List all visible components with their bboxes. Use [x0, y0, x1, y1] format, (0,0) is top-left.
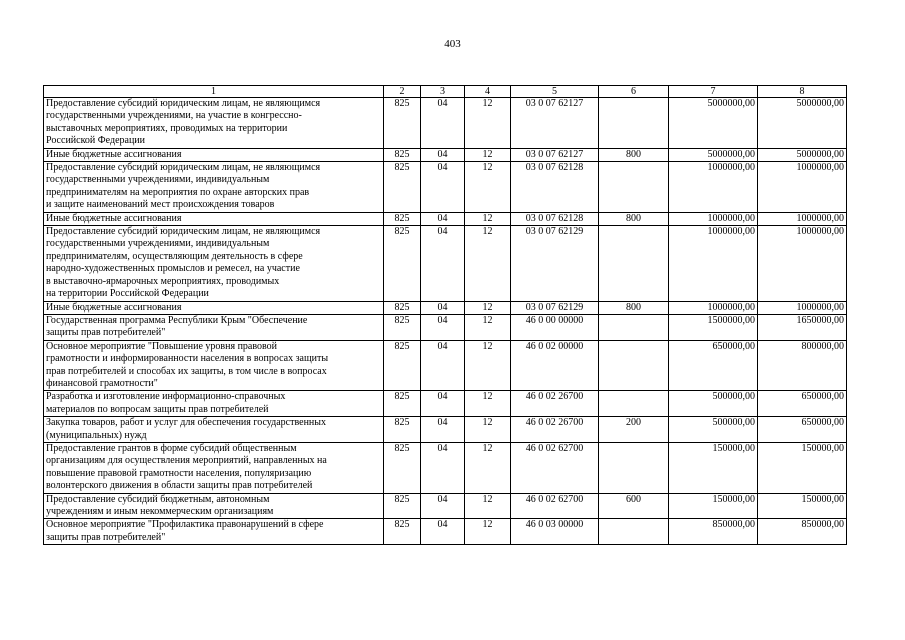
row-chapter-code: 825 [384, 493, 421, 519]
row-target-article: 46 0 02 26700 [511, 391, 599, 417]
row-amount-year-2: 850000,00 [758, 519, 847, 545]
table-row [44, 226, 847, 301]
row-amount-year-2: 800000,00 [758, 340, 847, 391]
row-amount-year-2: 5000000,00 [758, 98, 847, 149]
header-cell: 4 [465, 86, 511, 98]
row-expense-type [599, 314, 669, 340]
row-description: Иные бюджетные ассигнования [44, 212, 384, 225]
row-expense-type: 200 [599, 417, 669, 443]
row-chapter-code: 825 [384, 148, 421, 161]
header-cell: 8 [758, 86, 847, 98]
row-subsection-code: 12 [465, 442, 511, 493]
table-row [44, 391, 847, 417]
row-expense-type [599, 98, 669, 149]
row-amount-year-1: 1500000,00 [669, 314, 758, 340]
row-amount-year-2: 150000,00 [758, 493, 847, 519]
row-target-article: 46 0 02 00000 [511, 340, 599, 391]
row-section-code: 04 [421, 391, 465, 417]
row-target-article: 46 0 02 62700 [511, 442, 599, 493]
table-row [44, 519, 847, 545]
row-target-article: 46 0 00 00000 [511, 314, 599, 340]
table-row [44, 442, 847, 493]
row-expense-type [599, 442, 669, 493]
row-amount-year-1: 150000,00 [669, 493, 758, 519]
row-description: Иные бюджетные ассигнования [44, 148, 384, 161]
row-expense-type: 600 [599, 493, 669, 519]
budget-table [43, 85, 847, 545]
row-expense-type [599, 519, 669, 545]
row-description: Предоставление субсидий юридическим лицам, не являющимся государственными учреждениями, индивидуальным предпринимателям, осуществляющим деятельность в сфере народно-художественных промыслов и ремесел, на участие в выставочно-ярмарочных мероприятиях, проводимых на территории Российской Федерации [44, 226, 384, 301]
row-subsection-code: 12 [465, 148, 511, 161]
row-amount-year-1: 1000000,00 [669, 162, 758, 213]
row-section-code: 04 [421, 212, 465, 225]
table-row [44, 212, 847, 225]
table-row [44, 493, 847, 519]
row-amount-year-1: 150000,00 [669, 442, 758, 493]
row-expense-type [599, 340, 669, 391]
row-section-code: 04 [421, 98, 465, 149]
row-expense-type [599, 391, 669, 417]
row-subsection-code: 12 [465, 212, 511, 225]
row-section-code: 04 [421, 417, 465, 443]
row-target-article: 03 0 07 62128 [511, 212, 599, 225]
row-section-code: 04 [421, 493, 465, 519]
row-amount-year-2: 150000,00 [758, 442, 847, 493]
row-description: Разработка и изготовление информационно-справочных материалов по вопросам защиты прав потребителей [44, 391, 384, 417]
row-subsection-code: 12 [465, 340, 511, 391]
row-expense-type: 800 [599, 148, 669, 161]
row-description: Предоставление субсидий юридическим лицам, не являющимся государственными учреждениями, на участие в конгрессно- выставочных мероприятиях, проводимых на территории Российской Федерации [44, 98, 384, 149]
row-description: Основное мероприятие "Профилактика правонарушений в сфере защиты прав потребителей" [44, 519, 384, 545]
header-cell: 5 [511, 86, 599, 98]
row-amount-year-2: 650000,00 [758, 391, 847, 417]
row-section-code: 04 [421, 340, 465, 391]
row-target-article: 46 0 02 26700 [511, 417, 599, 443]
table-row [44, 148, 847, 161]
row-amount-year-1: 1000000,00 [669, 301, 758, 314]
row-target-article: 46 0 03 00000 [511, 519, 599, 545]
row-chapter-code: 825 [384, 519, 421, 545]
row-expense-type [599, 226, 669, 301]
row-section-code: 04 [421, 301, 465, 314]
row-amount-year-1: 650000,00 [669, 340, 758, 391]
row-description: Предоставление субсидий бюджетным, автономным учреждениям и иным некоммерческим организациям [44, 493, 384, 519]
row-amount-year-2: 5000000,00 [758, 148, 847, 161]
row-description: Иные бюджетные ассигнования [44, 301, 384, 314]
row-amount-year-1: 5000000,00 [669, 148, 758, 161]
row-amount-year-2: 1650000,00 [758, 314, 847, 340]
row-section-code: 04 [421, 226, 465, 301]
header-cell: 1 [44, 86, 384, 98]
row-amount-year-1: 500000,00 [669, 391, 758, 417]
row-section-code: 04 [421, 148, 465, 161]
row-target-article: 03 0 07 62129 [511, 226, 599, 301]
row-target-article: 03 0 07 62127 [511, 148, 599, 161]
row-amount-year-2: 1000000,00 [758, 212, 847, 225]
row-amount-year-1: 5000000,00 [669, 98, 758, 149]
table-row [44, 98, 847, 149]
table-row [44, 314, 847, 340]
row-chapter-code: 825 [384, 391, 421, 417]
row-target-article: 03 0 07 62127 [511, 98, 599, 149]
row-expense-type: 800 [599, 212, 669, 225]
header-cell: 6 [599, 86, 669, 98]
row-chapter-code: 825 [384, 314, 421, 340]
row-chapter-code: 825 [384, 442, 421, 493]
row-chapter-code: 825 [384, 212, 421, 225]
row-subsection-code: 12 [465, 417, 511, 443]
row-description: Предоставление субсидий юридическим лицам, не являющимся государственными учреждениями, индивидуальным предпринимателям на мероприятия по охране авторских прав и защите наименований мест происхождения товаров [44, 162, 384, 213]
row-subsection-code: 12 [465, 226, 511, 301]
row-subsection-code: 12 [465, 98, 511, 149]
row-description: Государственная программа Республики Крым "Обеспечение защиты прав потребителей" [44, 314, 384, 340]
row-amount-year-1: 850000,00 [669, 519, 758, 545]
header-cell: 3 [421, 86, 465, 98]
row-subsection-code: 12 [465, 162, 511, 213]
table-row [44, 417, 847, 443]
row-chapter-code: 825 [384, 226, 421, 301]
header-row [44, 86, 847, 98]
row-subsection-code: 12 [465, 493, 511, 519]
header-cell: 7 [669, 86, 758, 98]
table-row [44, 340, 847, 391]
row-amount-year-1: 500000,00 [669, 417, 758, 443]
row-target-article: 03 0 07 62129 [511, 301, 599, 314]
row-section-code: 04 [421, 519, 465, 545]
row-amount-year-2: 1000000,00 [758, 226, 847, 301]
row-chapter-code: 825 [384, 162, 421, 213]
row-subsection-code: 12 [465, 301, 511, 314]
row-description: Предоставление грантов в форме субсидий общественным организациям для осуществления мероприятий, направленных на повышение правовой грамотности населения, популяризацию волонтерского движения в области защиты прав потребителей [44, 442, 384, 493]
row-section-code: 04 [421, 442, 465, 493]
row-section-code: 04 [421, 162, 465, 213]
row-amount-year-2: 650000,00 [758, 417, 847, 443]
row-chapter-code: 825 [384, 417, 421, 443]
header-cell: 2 [384, 86, 421, 98]
page-number: 403 [444, 38, 461, 50]
row-description: Закупка товаров, работ и услуг для обеспечения государственных (муниципальных) нужд [44, 417, 384, 443]
row-target-article: 46 0 02 62700 [511, 493, 599, 519]
row-chapter-code: 825 [384, 301, 421, 314]
row-expense-type: 800 [599, 301, 669, 314]
row-subsection-code: 12 [465, 519, 511, 545]
row-expense-type [599, 162, 669, 213]
row-amount-year-1: 1000000,00 [669, 226, 758, 301]
table-body [44, 98, 847, 545]
row-chapter-code: 825 [384, 340, 421, 391]
row-amount-year-1: 1000000,00 [669, 212, 758, 225]
row-chapter-code: 825 [384, 98, 421, 149]
row-target-article: 03 0 07 62128 [511, 162, 599, 213]
row-description: Основное мероприятие "Повышение уровня правовой грамотности и информированности населения в вопросах защиты прав потребителей и способах их защиты, в том числе в вопросах финансовой грамотности" [44, 340, 384, 391]
row-amount-year-2: 1000000,00 [758, 301, 847, 314]
row-subsection-code: 12 [465, 314, 511, 340]
row-amount-year-2: 1000000,00 [758, 162, 847, 213]
table-row [44, 301, 847, 314]
row-subsection-code: 12 [465, 391, 511, 417]
table-row [44, 162, 847, 213]
row-section-code: 04 [421, 314, 465, 340]
